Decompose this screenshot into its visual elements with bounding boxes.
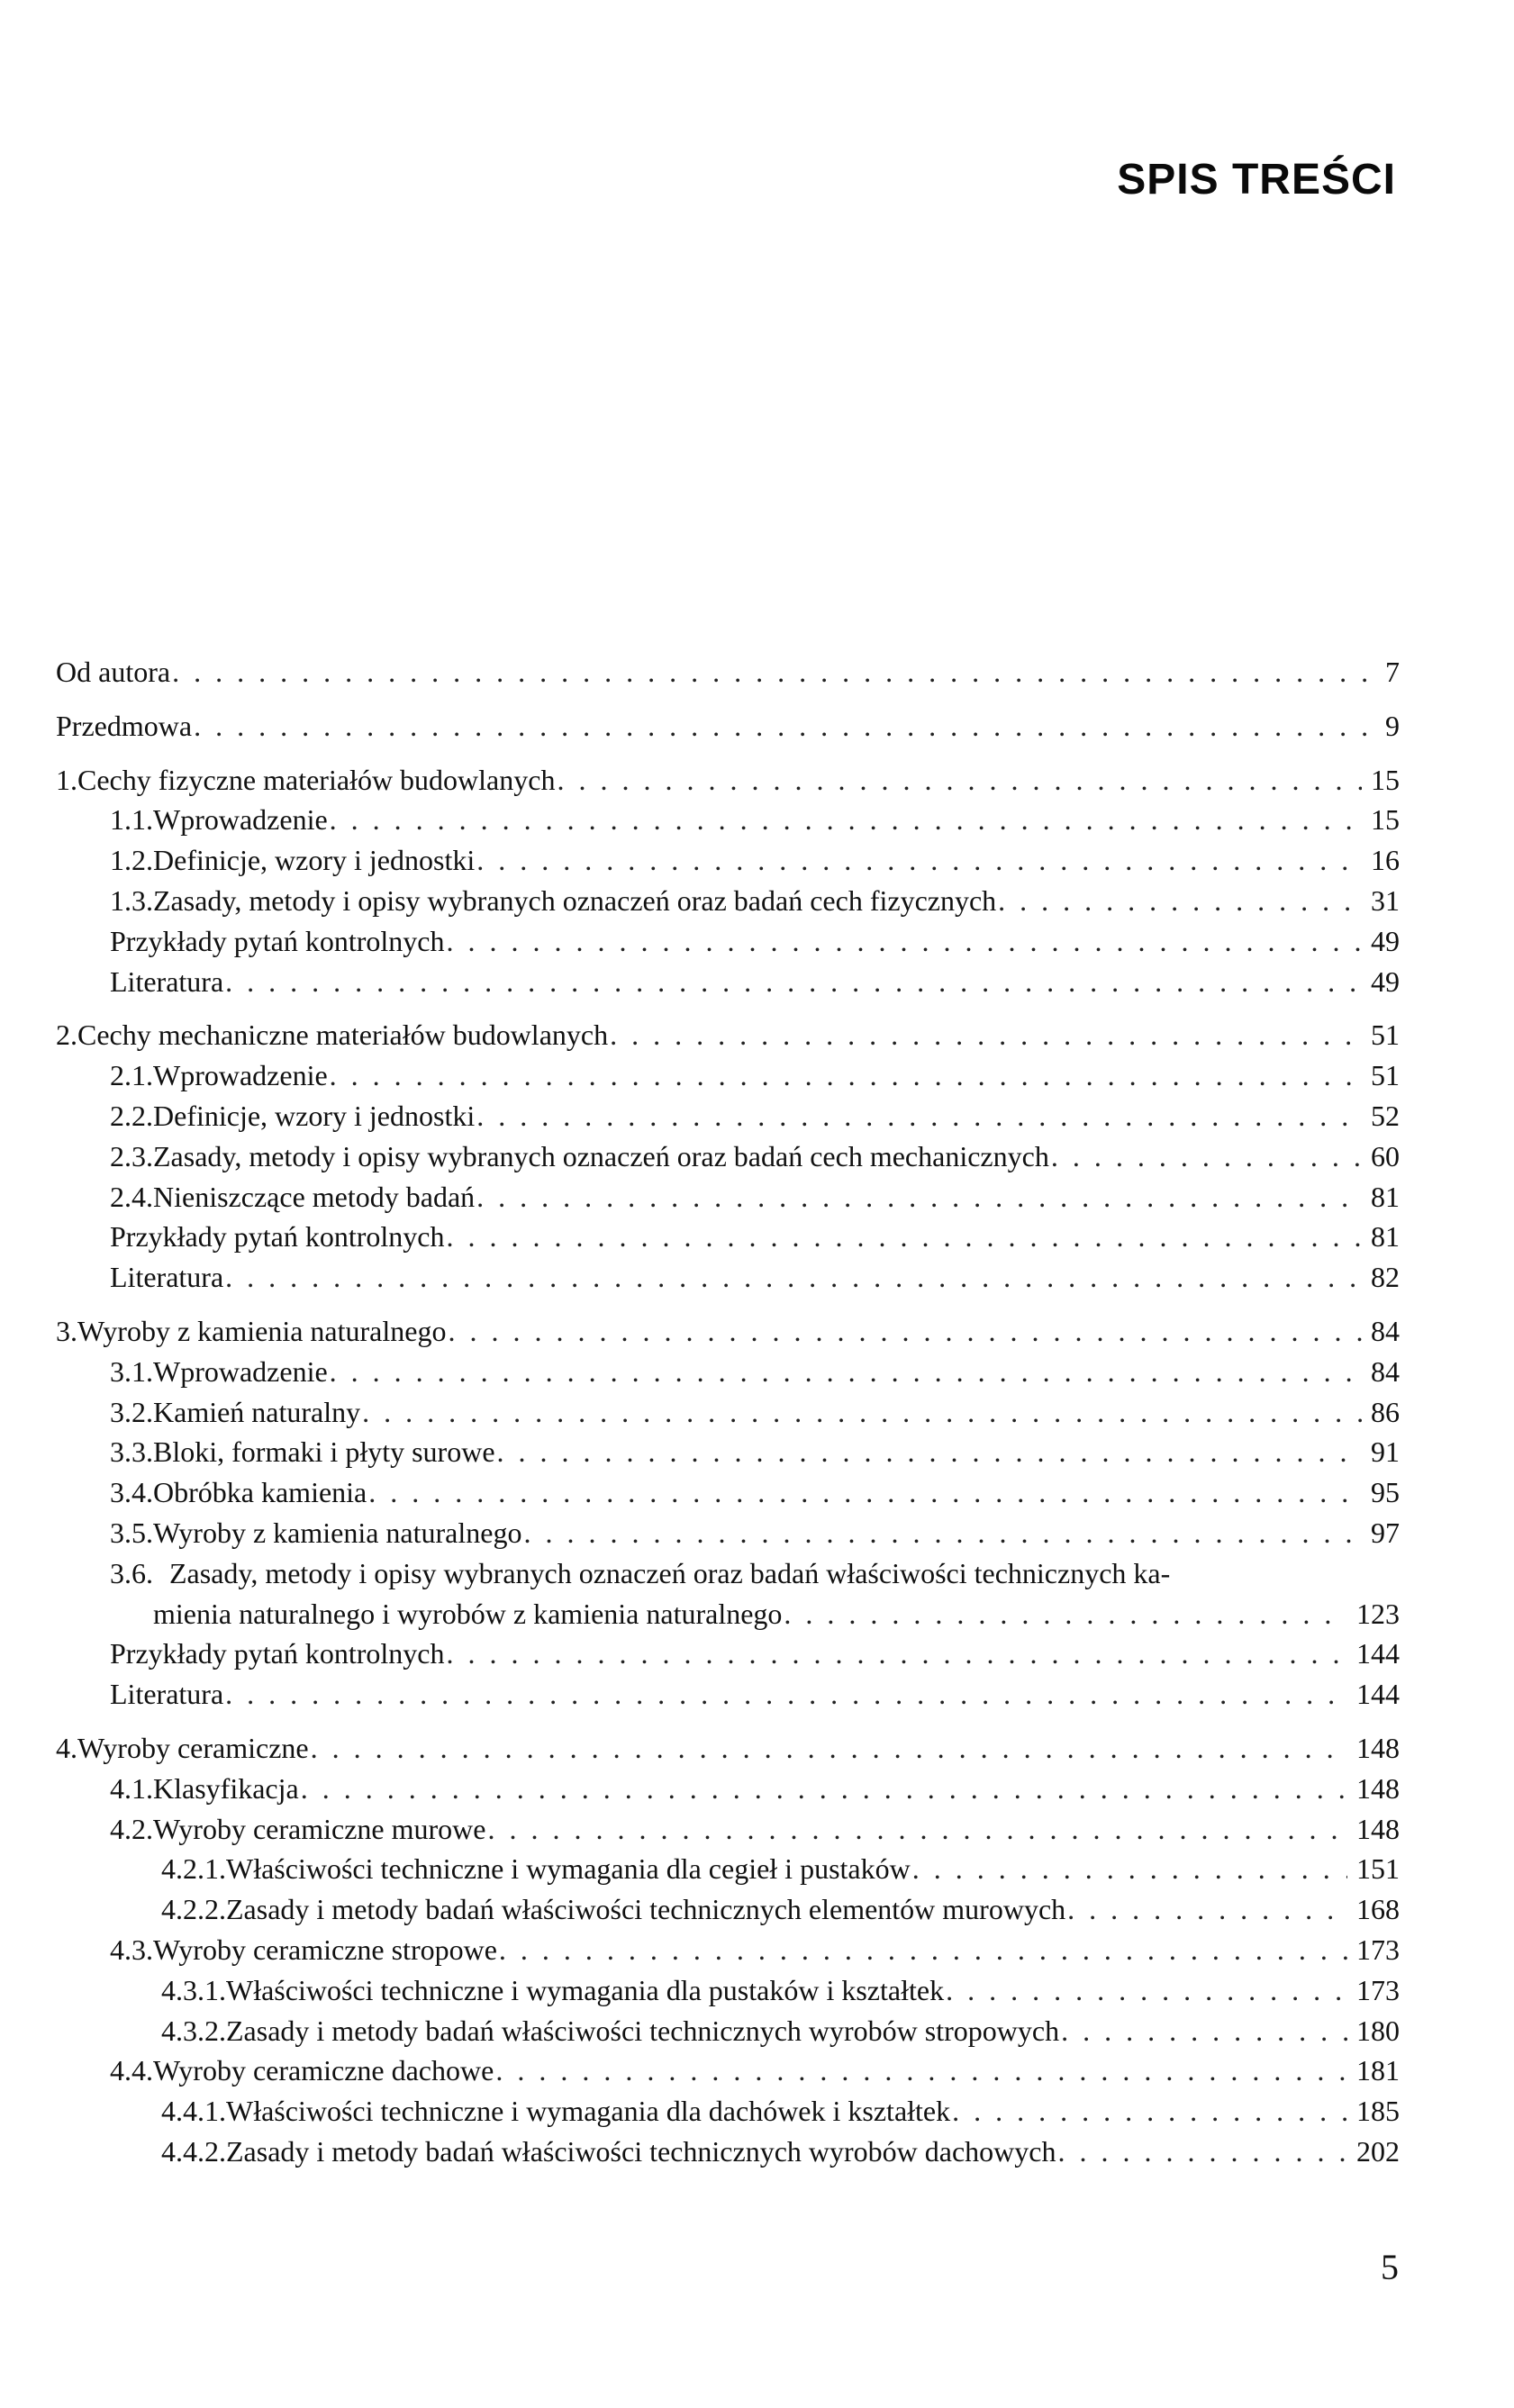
toc-entry-page: 84 (1371, 1314, 1400, 1347)
toc-entry-page: 51 (1371, 1018, 1400, 1052)
toc-section-continuation (56, 1594, 1400, 1634)
toc-entry-page: 148 (1356, 1771, 1400, 1805)
toc-entry-number: 3.6. (110, 1556, 153, 1589)
toc-leader (362, 1392, 1362, 1433)
toc-entry-page: 148 (1356, 1731, 1400, 1764)
toc-entry-number: 2.2. (110, 1099, 153, 1132)
toc-section (56, 1177, 1400, 1218)
toc-entry-page: 181 (1356, 2054, 1400, 2087)
toc-entry-page: 202 (1356, 2134, 1400, 2168)
toc-subsection (56, 1970, 1400, 2011)
toc-entry-page: 51 (1371, 1059, 1400, 1092)
toc-leader (912, 1849, 1347, 1889)
toc-section (56, 1674, 1400, 1715)
toc-entry-number: 1.1. (110, 803, 153, 837)
toc-section (56, 1096, 1400, 1136)
toc-section (56, 1634, 1400, 1674)
toc-entry-title: Zasady, metody i opisy wybranych oznaczeń oraz badań cech fizycznych (153, 883, 997, 917)
toc-entry-title: Przykłady pytań kontrolnych (110, 1637, 445, 1670)
toc-section (56, 2050, 1400, 2091)
toc-leader (476, 1177, 1362, 1218)
toc-entry-title: Wyroby z kamienia naturalnego (153, 1516, 522, 1549)
toc-entry-number: 4. (56, 1731, 77, 1764)
toc-subsection (56, 2011, 1400, 2051)
toc-entry-page: 173 (1356, 1973, 1400, 2006)
toc-entry-page: 49 (1371, 964, 1400, 998)
toc-entry-number: 4.3.1. (161, 1973, 226, 2006)
toc-entry-page: 173 (1356, 1933, 1400, 1966)
toc-entry (56, 706, 1400, 747)
toc-section (56, 1055, 1400, 1096)
toc-entry-page: 52 (1371, 1099, 1400, 1132)
toc-subsection (56, 2091, 1400, 2132)
toc-entry-page: 81 (1371, 1180, 1400, 1213)
toc-entry-page: 84 (1371, 1354, 1400, 1388)
toc-chapter (56, 1311, 1400, 1352)
toc-leader (476, 1096, 1362, 1136)
toc-section (56, 921, 1400, 962)
toc-leader (1057, 2132, 1347, 2172)
toc-entry-title: Zasady, metody i opisy wybranych oznaczeń oraz badań właściwości technicznych ka- (169, 1556, 1171, 1589)
toc-leader (301, 1769, 1347, 1809)
toc-entry-title: Obróbka kamienia (153, 1476, 367, 1509)
toc-entry-title: Przedmowa (56, 709, 193, 742)
toc-leader (446, 921, 1362, 962)
toc-entry-number: 4.2.1. (161, 1852, 226, 1886)
toc-entry-page: 16 (1371, 844, 1400, 877)
toc-leader (784, 1594, 1347, 1634)
toc-entry-number: 3.4. (110, 1476, 153, 1509)
toc-section (56, 881, 1400, 921)
toc-entry-title: Kamień naturalny (153, 1395, 361, 1428)
toc-entry-page: 49 (1371, 924, 1400, 957)
table-of-contents (56, 652, 1400, 2172)
toc-entry-page: 168 (1356, 1893, 1400, 1926)
toc-entry-number: 3.5. (110, 1516, 153, 1549)
toc-entry-title: Wprowadzenie (153, 803, 328, 837)
toc-entry-number: 3.1. (110, 1354, 153, 1388)
toc-entry-page: 7 (1385, 656, 1400, 688)
toc-entry (56, 652, 1400, 693)
toc-section (56, 1432, 1400, 1472)
toc-entry-page: 95 (1371, 1476, 1400, 1509)
toc-subsection (56, 1849, 1400, 1889)
toc-entry-page: 82 (1371, 1261, 1400, 1294)
toc-entry-page: 15 (1371, 763, 1400, 796)
toc-entry-number: 4.3. (110, 1933, 153, 1966)
toc-entry-page: 91 (1371, 1435, 1400, 1469)
page-title: SPIS TREŚCI (1117, 156, 1396, 204)
toc-leader (194, 706, 1373, 747)
toc-entry-number: 4.2.2. (161, 1893, 226, 1926)
toc-entry-title: Wyroby ceramiczne (77, 1731, 309, 1764)
toc-entry-page: 148 (1356, 1812, 1400, 1845)
toc-entry-number: 1.3. (110, 883, 153, 917)
toc-entry-page: 123 (1356, 1597, 1400, 1630)
toc-entry-page: 151 (1356, 1852, 1400, 1886)
toc-section (56, 1513, 1400, 1553)
toc-entry-number: 4.4. (110, 2054, 153, 2087)
toc-entry-page: 15 (1371, 803, 1400, 837)
toc-entry-number: 4.2. (110, 1812, 153, 1845)
toc-entry-title: Przykłady pytań kontrolnych (110, 1220, 445, 1254)
toc-leader (499, 1930, 1347, 1970)
toc-section (56, 1136, 1400, 1177)
toc-entry-title: Literatura (110, 1261, 224, 1294)
toc-entry-title: Zasady, metody i opisy wybranych oznaczeń oraz badań cech mechanicznych (153, 1139, 1049, 1172)
toc-leader (497, 1432, 1362, 1472)
toc-leader (446, 1217, 1362, 1257)
toc-leader (495, 2050, 1347, 2091)
toc-chapter (56, 1728, 1400, 1769)
toc-section (56, 962, 1400, 1002)
toc-leader (523, 1513, 1362, 1553)
toc-leader (1061, 2011, 1347, 2051)
toc-entry-title: Wyroby z kamienia naturalnego (77, 1314, 447, 1347)
toc-entry-number: 2. (56, 1018, 77, 1052)
toc-entry-number: 4.4.1. (161, 2095, 226, 2128)
toc-section (56, 1930, 1400, 1970)
toc-leader (225, 962, 1362, 1002)
toc-entry-title: Literatura (110, 964, 224, 998)
toc-entry-number: 4.4.2. (161, 2134, 226, 2168)
toc-entry-title: Definicje, wzory i jednostki (153, 844, 476, 877)
toc-entry-title: Wyroby ceramiczne dachowe (153, 2054, 494, 2087)
toc-leader (330, 1352, 1362, 1392)
toc-entry-page: 31 (1371, 883, 1400, 917)
toc-entry-title: Wprowadzenie (153, 1354, 328, 1388)
toc-entry-number: 3.2. (110, 1395, 153, 1428)
toc-chapter (56, 1015, 1400, 1055)
toc-section (56, 840, 1400, 881)
toc-entry-title: Przykłady pytań kontrolnych (110, 924, 445, 957)
toc-section (56, 1392, 1400, 1433)
toc-subsection (56, 1889, 1400, 1930)
toc-entry-page: 180 (1356, 2014, 1400, 2047)
toc-entry-title: Od autora (56, 656, 171, 688)
toc-leader (1051, 1136, 1362, 1177)
toc-leader (368, 1472, 1362, 1513)
toc-entry-title: Wyroby ceramiczne murowe (153, 1812, 486, 1845)
toc-entry-page: 9 (1385, 709, 1400, 742)
toc-section (56, 1352, 1400, 1392)
toc-leader (225, 1257, 1362, 1298)
toc-entry-title: Zasady i metody badań właściwości technicznych wyrobów stropowych (226, 2014, 1060, 2047)
toc-leader (311, 1728, 1347, 1769)
toc-entry-title: Cechy fizyczne materiałów budowlanych (77, 763, 556, 796)
toc-leader (330, 1055, 1362, 1096)
toc-entry-number: 2.4. (110, 1180, 153, 1213)
toc-subsection (56, 2132, 1400, 2172)
toc-entry-title: Wyroby ceramiczne stropowe (153, 1933, 497, 1966)
toc-entry-number: 1. (56, 763, 77, 796)
toc-entry-number: 2.3. (110, 1139, 153, 1172)
toc-entry-title: Właściwości techniczne i wymagania dla dachówek i kształtek (226, 2095, 951, 2128)
toc-entry-number: 4.3.2. (161, 2014, 226, 2047)
toc-leader (172, 652, 1373, 693)
toc-section (56, 1217, 1400, 1257)
toc-entry-page: 81 (1371, 1220, 1400, 1254)
toc-entry-title: Właściwości techniczne i wymagania dla cegieł i pustaków (226, 1852, 911, 1886)
toc-entry-number: 2.1. (110, 1059, 153, 1092)
toc-entry-title: Właściwości techniczne i wymagania dla pustaków i kształtek (226, 1973, 945, 2006)
toc-leader (1067, 1889, 1347, 1930)
toc-leader (448, 1311, 1362, 1352)
toc-entry-number: 1.2. (110, 844, 153, 877)
toc-leader (557, 760, 1362, 801)
toc-entry-title: Definicje, wzory i jednostki (153, 1099, 476, 1132)
toc-section (56, 1809, 1400, 1850)
toc-entry-title-continued: mienia naturalnego i wyrobów z kamienia naturalnego (153, 1597, 783, 1630)
toc-entry-number: 3.3. (110, 1435, 153, 1469)
toc-entry-number: 3. (56, 1314, 77, 1347)
toc-entry-title: Cechy mechaniczne materiałów budowlanych (77, 1018, 609, 1052)
toc-leader (610, 1015, 1362, 1055)
page-number: 5 (1381, 2247, 1399, 2287)
toc-section (56, 800, 1400, 840)
toc-section (56, 1553, 1400, 1594)
toc-leader (946, 1970, 1347, 2011)
toc-entry-number: 4.1. (110, 1771, 153, 1805)
toc-entry-title: Klasyfikacja (153, 1771, 299, 1805)
toc-entry-page: 185 (1356, 2095, 1400, 2128)
toc-section (56, 1472, 1400, 1513)
toc-entry-page: 97 (1371, 1516, 1400, 1549)
toc-entry-title: Wprowadzenie (153, 1059, 328, 1092)
toc-entry-title: Nieniszczące metody badań (153, 1180, 476, 1213)
toc-leader (952, 2091, 1347, 2132)
toc-entry-page: 86 (1371, 1395, 1400, 1428)
toc-entry-title: Literatura (110, 1678, 224, 1711)
toc-leader (487, 1809, 1347, 1850)
toc-leader (476, 840, 1362, 881)
toc-entry-page: 60 (1371, 1139, 1400, 1172)
toc-entry-page: 144 (1356, 1637, 1400, 1670)
toc-leader (446, 1634, 1347, 1674)
toc-entry-page: 144 (1356, 1678, 1400, 1711)
toc-leader (998, 881, 1362, 921)
toc-section (56, 1769, 1400, 1809)
toc-entry-title: Zasady i metody badań właściwości technicznych elementów murowych (226, 1893, 1066, 1926)
toc-section (56, 1257, 1400, 1298)
toc-entry-title: Bloki, formaki i płyty surowe (153, 1435, 495, 1469)
toc-leader (225, 1674, 1347, 1715)
toc-leader (330, 800, 1362, 840)
toc-entry-title: Zasady i metody badań właściwości technicznych wyrobów dachowych (226, 2134, 1056, 2168)
toc-chapter (56, 760, 1400, 801)
